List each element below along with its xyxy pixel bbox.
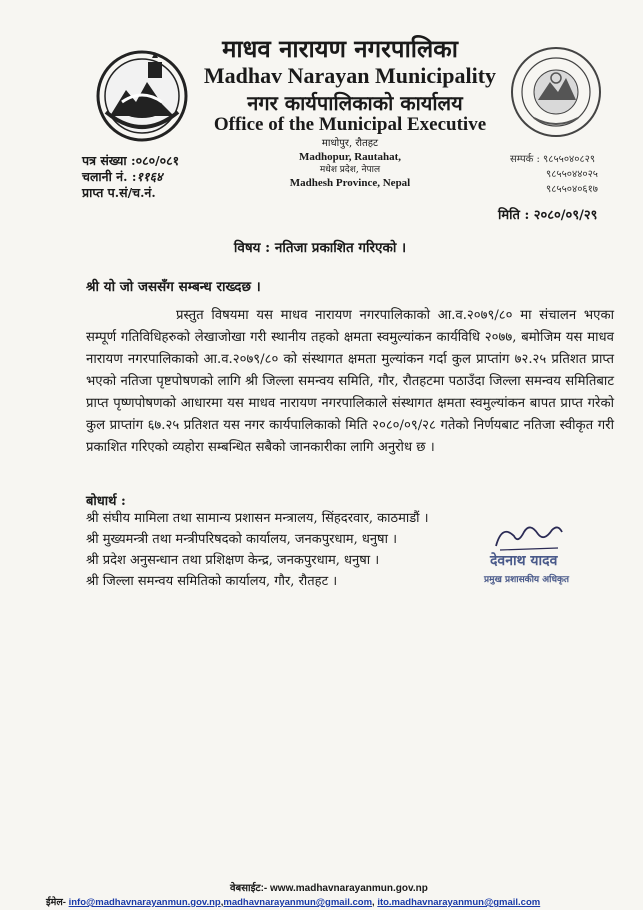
- signatory-name: देवनाथ यादव: [490, 553, 558, 569]
- letter-number: पत्र संख्या :०८०/०८१: [82, 153, 180, 168]
- dispatch-number: [82, 168, 162, 185]
- address-nepali: माधोपुर, रौतहट: [321, 138, 379, 149]
- municipality-name-english: Madhav Narayan Municipality: [203, 63, 497, 88]
- cc-item: श्री मुख्यमन्त्री तथा मन्त्रीपरिषदको कार्यालय, जनकपुरधाम, धनुषा ।: [86, 532, 397, 547]
- contact-phone: ९८५५०४०६१७: [546, 184, 598, 195]
- province-nepali: मधेश प्रदेश, नेपाल: [319, 165, 381, 175]
- contact-phone: ९८५५०४०८२९: [543, 154, 596, 165]
- dispatch-number-label: चलानी नं. :: [82, 169, 137, 184]
- cc-item: श्री संघीय मामिला तथा सामान्य प्रशासन मन्त्रालय, सिंहदरवार, काठमाडौं ।: [86, 511, 429, 526]
- email-link[interactable]: info@madhavnarayanmun.gov.np: [68, 897, 221, 908]
- letter-date: मिति : २०८०/०९/२९: [498, 208, 598, 223]
- received-number: प्राप्त प.सं/च.नं.: [82, 185, 156, 200]
- cc-title: बोधार्थ :: [86, 494, 126, 509]
- contact-block: [510, 152, 598, 197]
- contact-label: सम्पर्क :: [510, 154, 540, 165]
- municipality-name-nepali: माधव नारायण नगरपालिका: [222, 34, 458, 63]
- letter-body: प्रस्तुत विषयमा यस माधव नारायण नगरपालिकाको आ.व.२०७९/८० मा संचालन भएका सम्पूर्ण गतिविधिहरुको लेखाजोखा गरी स्थानीय तहको क्षमता स्वमुल्यांकन कार्यविधि २०७७, बमोजिम यस माधव नारायण नगरपालिकाको आ.व.२०७९/८० को संस्थागत क्षमता मुल्यांकन गर्दा कुल प्राप्तांग ७२.२५ प्रतिशत प्राप्त भएको नतिजा पृष्टपोषणको लागि श्री जिल्ला समन्वय समिति, गौर, रौतहटमा पठाउँदा जिल्ला समन्वय समितिबाट प्राप्त पृष्णपोषणको आधारमा यस माधव नारायण नगरपालिकाले संस्थागत क्षमता स्वमुल्यांकन बापत प्राप्त गरेको कुल प्राप्तांग ६७.२५ प्रतिशत यस नगर कार्यपालिकाको मिति २०८०/०९/२८ गतेको निर्णयबाट नतिजा स्वीकृत गरी प्रकाशित गरिएको व्यहोरा सम्बन्धित सबैको जानकारीका लागि अनुरोध छ ।: [86, 308, 614, 455]
- letter-subject: विषय : नतिजा प्रकाशित गरिएको ।: [233, 240, 407, 256]
- cc-item: श्री प्रदेश अनुसन्धान तथा प्रशिक्षण केन्द्र, जनकपुरधाम, धनुषा ।: [86, 553, 380, 568]
- office-name-english: Office of the Municipal Executive: [213, 114, 487, 135]
- address-english: Madhopur, Rautahat,: [299, 151, 401, 163]
- email-link[interactable]: madhavnarayanmun@gmail.com: [223, 897, 373, 908]
- cc-list: [86, 508, 429, 592]
- nepal-emblem-icon: [92, 44, 192, 144]
- website-link[interactable]: www.madhavnarayanmun.gov.np: [270, 883, 428, 894]
- dispatch-number-value: ११६४: [136, 169, 163, 184]
- email-label: ईमेल-: [46, 897, 66, 908]
- website-label: वेबसाईट:-: [230, 883, 268, 894]
- signatory-title: प्रमुख प्रशासकीय अधिकृत: [484, 575, 570, 585]
- contact-phone: ९८५५०४४०२५: [546, 169, 598, 180]
- office-name-nepali: नगर कार्यपालिकाको कार्यालय: [247, 91, 463, 115]
- footer-website: [230, 880, 428, 894]
- salutation: श्री यो जो जससँग सम्बन्ध राख्दछ ।: [86, 279, 261, 295]
- province-english: Madhesh Province, Nepal: [289, 177, 411, 189]
- cc-item: श्री जिल्ला समन्वय समितिको कार्यालय, गौर, रौतहट ।: [86, 574, 338, 589]
- municipal-seal-icon: [508, 44, 604, 140]
- email-link[interactable]: ito.madhavnarayanmun@gmail.com: [377, 897, 541, 908]
- footer-email: ईमेल- info@madhavnarayanmun.gov.np,madhavnarayanmun@gmail.com, ito.madhavnarayanmun@gmail.com: [46, 897, 541, 908]
